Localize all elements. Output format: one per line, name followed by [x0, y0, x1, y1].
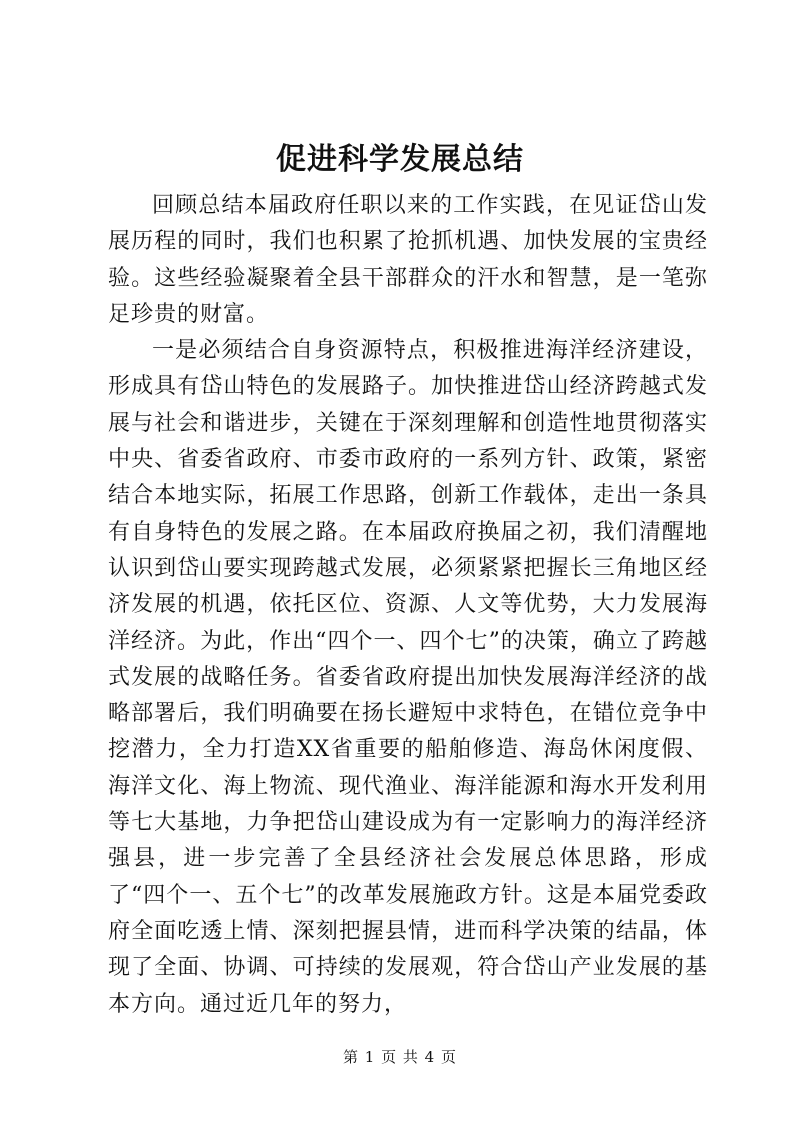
paragraph-intro: 回顾总结本届政府任职以来的工作实践，在见证岱山发展历程的同时，我们也积累了抢抓机遇、加快发展的宝贵经验。这些经验凝聚着全县干部群众的汗水和智慧，是一笔弥足珍贵的财富。	[108, 193, 708, 327]
paragraph-point-one: 一是必须结合自身资源特点，积极推进海洋经济建设，形成具有岱山特色的发展路子。加快推进岱山经济跨越式发展与社会和谐进步，关键在于深刻理解和创造性地贯彻落实中央、省委省政府、市委市政府的一系列方针、政策，紧密结合本地实际，拓展工作思路，创新工作载体，走出一条具有自身特色的发展之路。在本届政府换届之初，我们清醒地认识到岱山要实现跨越式发展，必须紧紧把握长三角地区经济发展的机遇，依托区位、资源、人文等优势，大力发展海洋经济。为此，作出“四个一、四个七”的决策，确立了跨越式发展的战略任务。省委省政府提出加快发展海洋经济的战略部署后，我们明确要在扬长避短中求特色，在错位竞争中挖潜力，全力打造XX省重要的船舶修造、海岛休闲度假、海洋文化、海上物流、现代渔业、海洋能源和海水开发利用等七大基地，力争把岱山建设成为有一定影响力的海洋经济强县，进一步完善了全县经济社会发展总体思路，形成了“四个一、五个七”的改革发展施政方针。这是本届党委政府全面吃透上情、深刻把握县情，进而科学决策的结晶，体现了全面、协调、可持续的发展观，符合岱山产业发展的基本方向。通过近几年的努力，	[108, 338, 708, 1017]
page-footer: 第 1 页 共 4 页	[343, 1048, 457, 1066]
document-body	[108, 188, 708, 1023]
document-title: 促进科学发展总结	[276, 142, 524, 177]
